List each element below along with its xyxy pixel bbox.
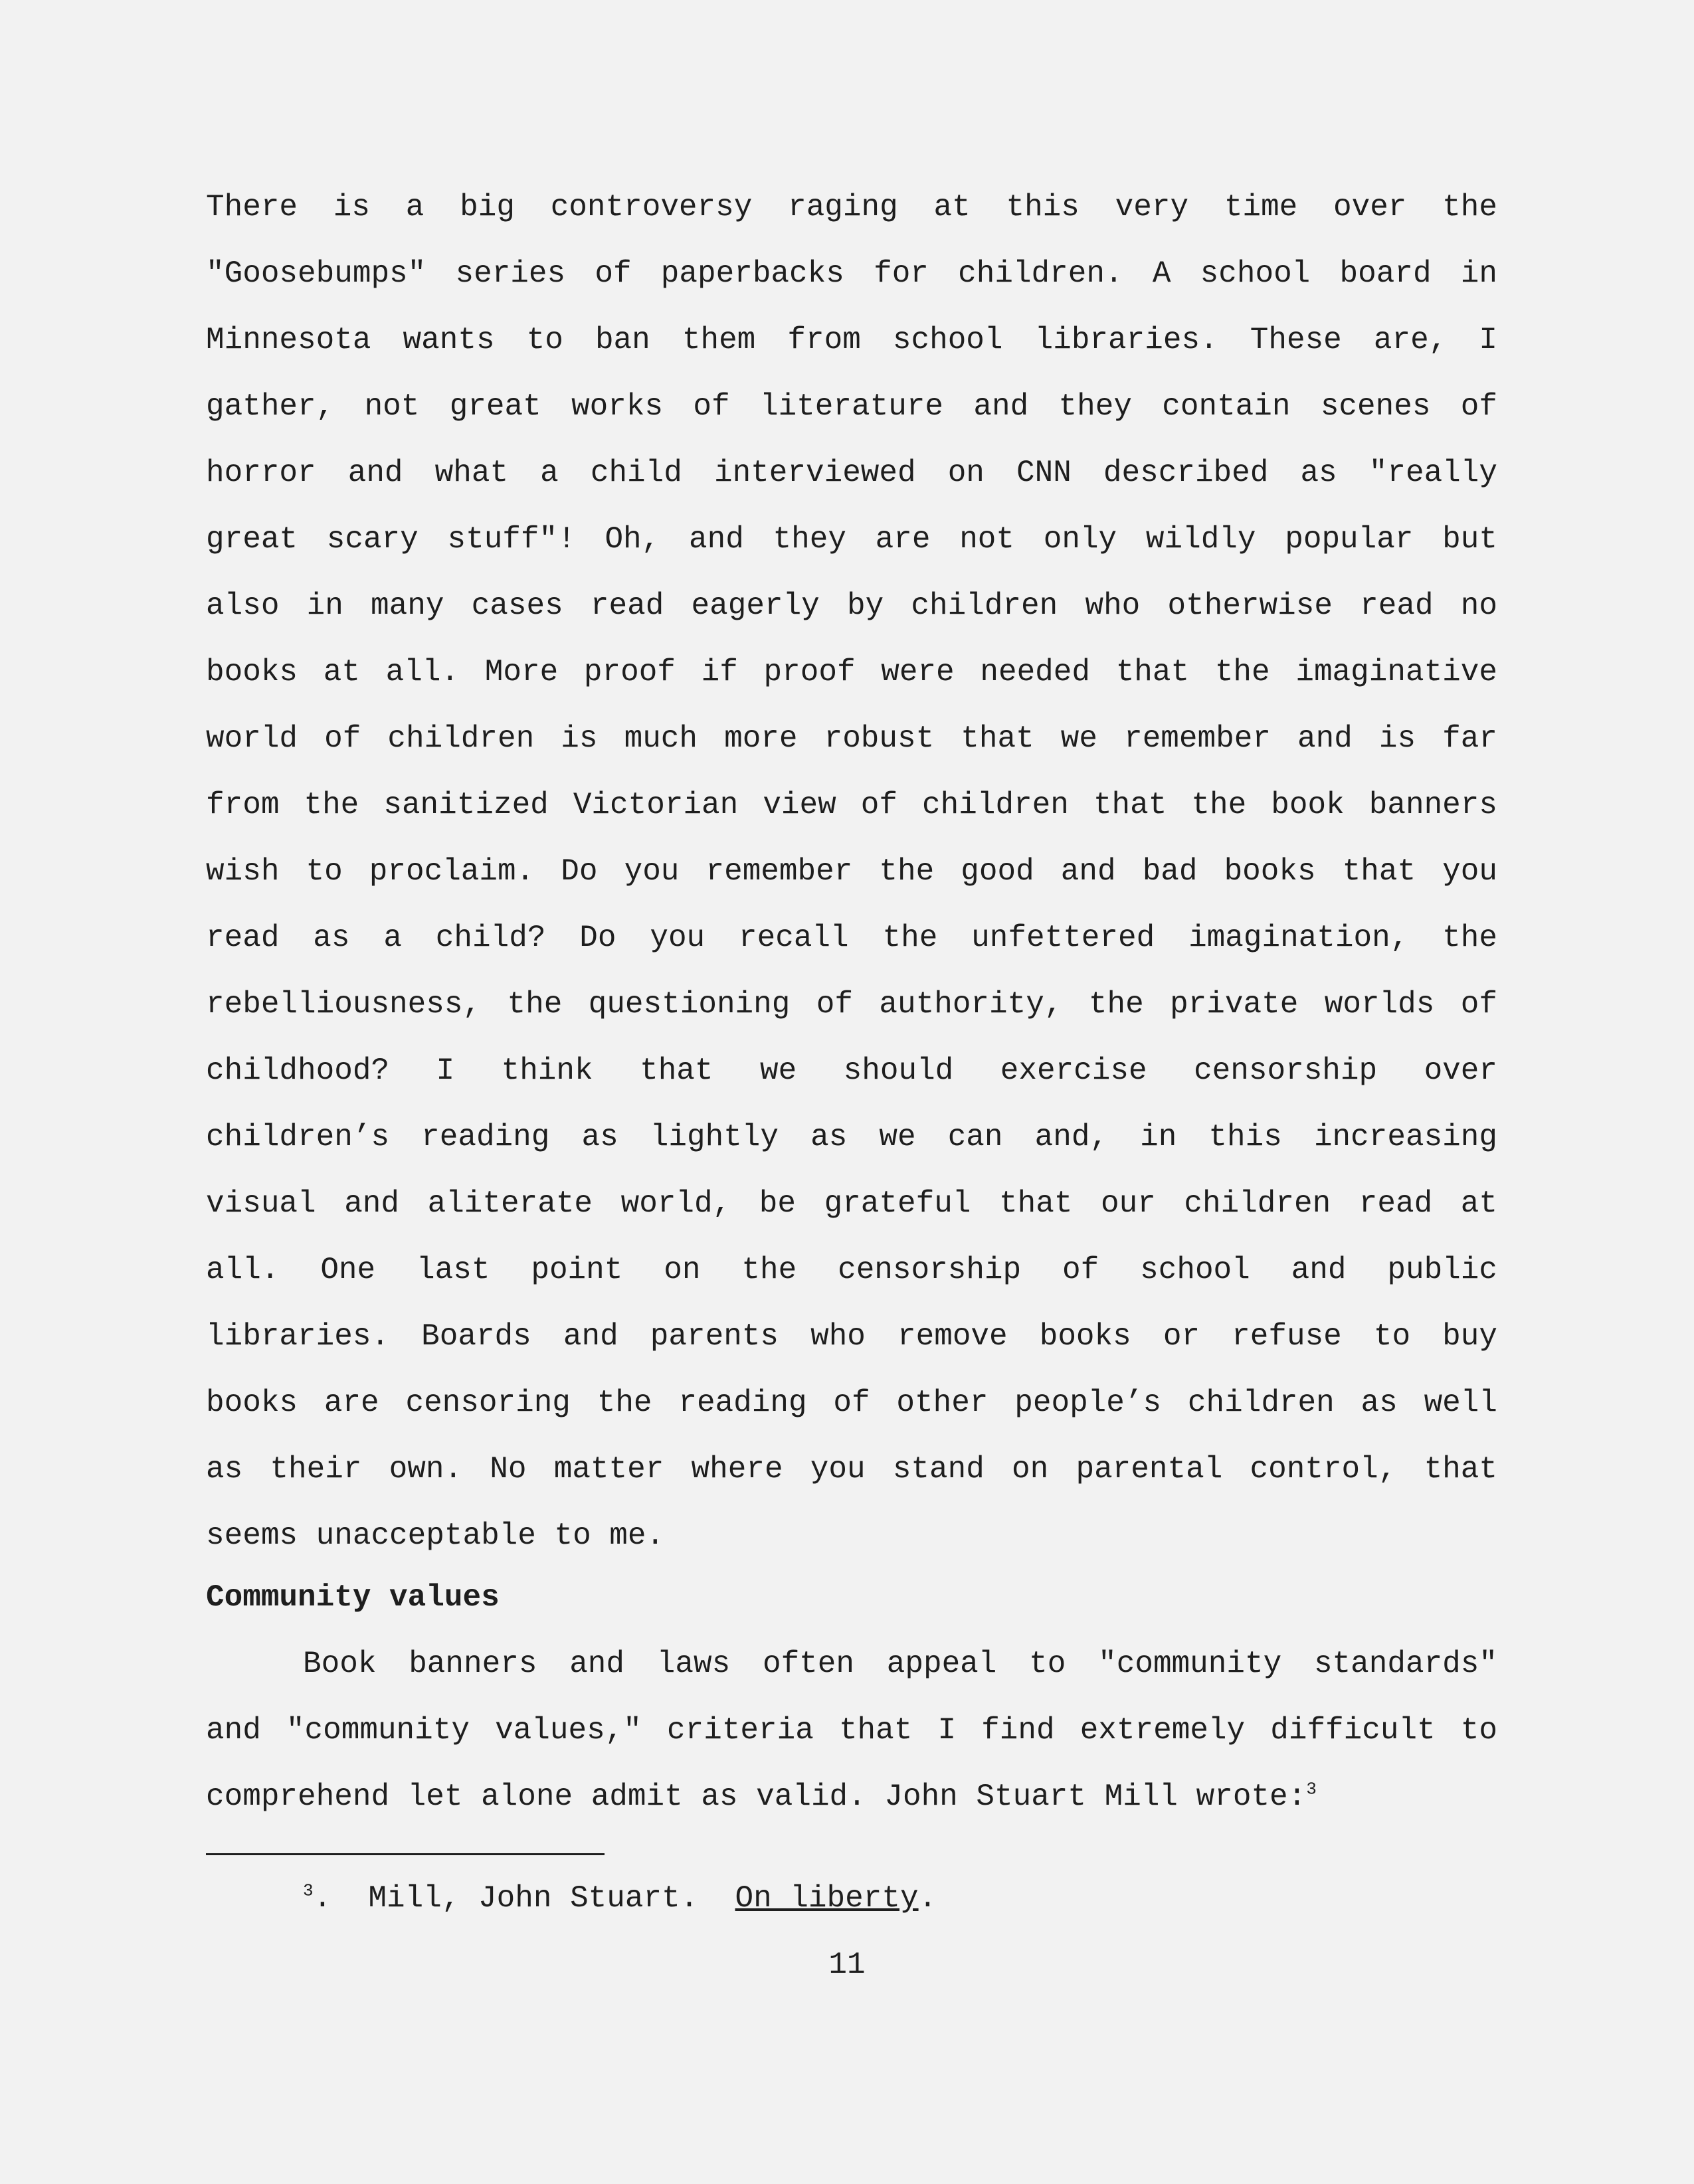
footnote-end: .: [918, 1881, 937, 1916]
text-line-content: comprehend let alone admit as valid. John Stuart Mill wrote:: [206, 1779, 1307, 1814]
text-line: gather, not great works of literature and they contain scenes of: [206, 389, 1497, 424]
footnote-title: On liberty: [735, 1881, 919, 1916]
text-line: books are censoring the reading of other people’s children as well: [206, 1386, 1497, 1420]
text-line: visual and aliterate world, be grateful that our children read at: [206, 1186, 1497, 1221]
text-line-last: [206, 1764, 1497, 1830]
footnote-author: . Mill, John Stuart.: [313, 1881, 735, 1916]
section-heading-block: [206, 1564, 1497, 1631]
text-line: as their own. No matter where you stand on parental control, that: [206, 1452, 1497, 1487]
footnote-marker: 3: [303, 1880, 314, 1901]
footnote: [303, 1865, 937, 1932]
text-line: wish to proclaim. Do you remember the good and bad books that you: [206, 854, 1497, 889]
text-line: horror and what a child interviewed on CNN described as "really: [206, 456, 1497, 490]
text-line: and "community values," criteria that I find extremely difficult to: [206, 1713, 1497, 1748]
text-line: also in many cases read eagerly by children who otherwise read no: [206, 589, 1497, 623]
text-line: "Goosebumps" series of paperbacks for children. A school board in: [206, 256, 1497, 291]
body-paragraph: [206, 174, 1497, 1569]
footnote-divider: [206, 1853, 605, 1855]
text-line: libraries. Boards and parents who remove books or refuse to buy: [206, 1319, 1497, 1354]
text-line: great scary stuff"! Oh, and they are not only wildly popular but: [206, 522, 1497, 557]
page-number: 11: [828, 1948, 866, 1982]
text-line: books at all. More proof if proof were needed that the imaginative: [206, 655, 1497, 689]
community-values-paragraph: [206, 1631, 1497, 1830]
text-line: world of children is much more robust that we remember and is far: [206, 721, 1497, 756]
text-line: childhood? I think that we should exercise censorship over: [206, 1053, 1497, 1088]
text-line: rebelliousness, the questioning of authority, the private worlds of: [206, 987, 1497, 1022]
text-line: from the sanitized Victorian view of children that the book banners: [206, 788, 1497, 822]
text-line: read as a child? Do you recall the unfettered imagination, the: [206, 921, 1497, 955]
text-line: There is a big controversy raging at this very time over the: [206, 190, 1497, 225]
text-line-last: seems unacceptable to me.: [206, 1518, 665, 1553]
text-line: all. One last point on the censorship of school and public: [206, 1253, 1497, 1287]
text-line: Book banners and laws often appeal to "community standards": [303, 1647, 1497, 1681]
text-line: Minnesota wants to ban them from school libraries. These are, I: [206, 323, 1497, 357]
footnote-reference: 3: [1306, 1779, 1317, 1799]
section-heading: Community values: [206, 1580, 500, 1615]
text-line: children’s reading as lightly as we can and, in this increasing: [206, 1120, 1497, 1154]
